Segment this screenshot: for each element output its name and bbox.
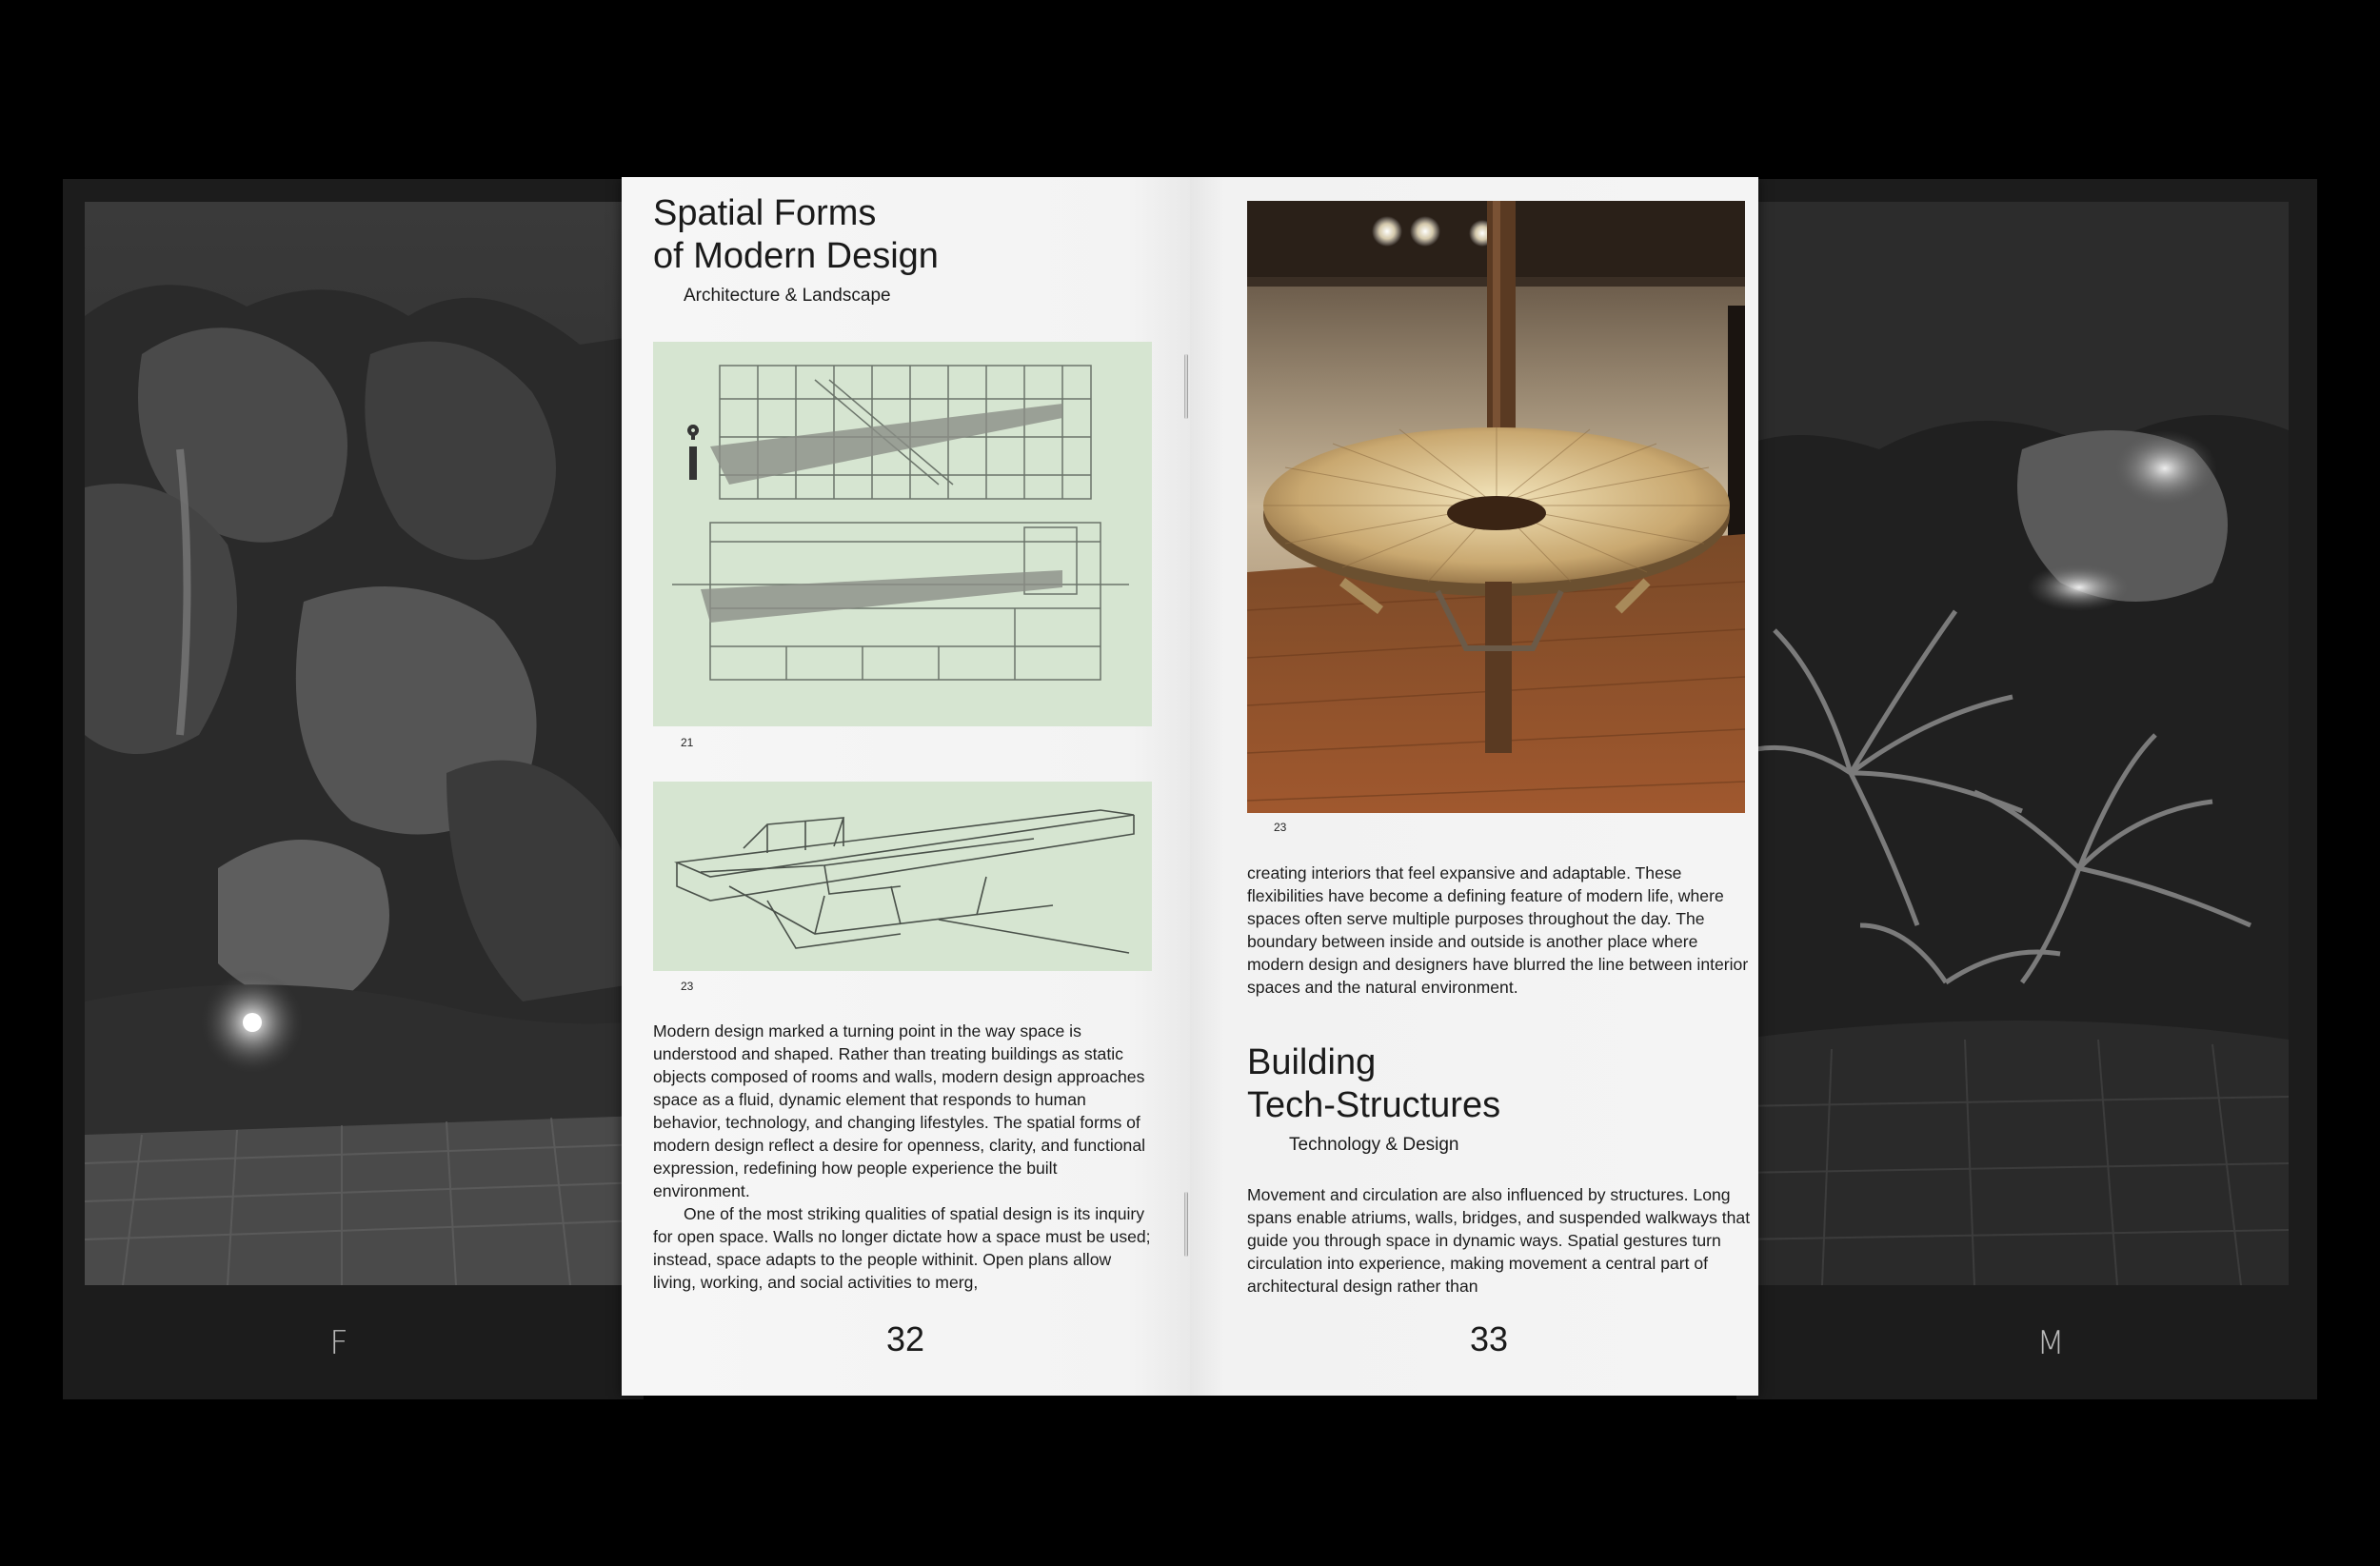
right-body-text-1 [1247, 862, 1752, 999]
figure-21-caption: 21 [681, 736, 694, 749]
right-body-text-2 [1247, 1183, 1752, 1298]
figure-23-caption-left: 23 [681, 980, 694, 993]
photo-23-caption: 23 [1274, 821, 1287, 834]
left-body-text [653, 1020, 1158, 1294]
page-33 [1190, 177, 1758, 1396]
side-letter-left: F [329, 1324, 348, 1362]
left-page-subtitle: Architecture & Landscape [684, 286, 891, 306]
staple-icon [1184, 1192, 1188, 1257]
left-paragraph-2: One of the most striking qualities of spatial design is its inquiry for open space. Walls no longer dictate how a space must be used; instead, space adapts to the people withinit. Open plans allow living, working, and social activities to merg, [653, 1204, 1151, 1292]
left-page-title [653, 192, 939, 278]
night-garden-photo-right [1736, 202, 2289, 1285]
round-bench-photo [1247, 201, 1745, 813]
structure-perspective-drawing [653, 782, 1152, 971]
staple-icon [1184, 354, 1188, 419]
left-title-line2: of Modern Design [653, 236, 939, 276]
right-title-line1: Building [1247, 1042, 1377, 1082]
right-side-panel [1736, 179, 2317, 1399]
right-paragraph-2: Movement and circulation are also influenced by structures. Long spans enable atriums, walls, bridges, and suspended walkways that guide you through space in dynamic ways. Spatial gestures turn circulation into experience, making movement a central part of architectural design rather than [1247, 1185, 1751, 1296]
left-side-panel [63, 179, 644, 1399]
right-paragraph-1: creating interiors that feel expansive and adaptable. These flexibilities have become a defining feature of modern life, where spaces often serve multiple purposes throughout the day. The boundary between inside and outside is another place where modern design and designers have blurred the line between interior spaces and the natural environment. [1247, 863, 1749, 997]
left-paragraph-1: Modern design marked a turning point in the way space is understood and shaped. Rather than treating buildings as static objects composed of rooms and walls, modern design approaches space as a fluid, dynamic element that responds to human behavior, technology, and changing lifestyles. The spatial forms of modern design reflect a desire for openness, clarity, and functional expression, redefining how people experience the built environment. [653, 1021, 1146, 1200]
architectural-section-drawing [653, 342, 1152, 726]
page-number-32: 32 [885, 1319, 925, 1358]
night-garden-photo-left [85, 202, 644, 1285]
right-page-subtitle: Technology & Design [1289, 1135, 1459, 1155]
magazine-spread [622, 177, 1758, 1396]
right-page-title [1247, 1041, 1500, 1127]
right-title-line2: Tech-Structures [1247, 1085, 1501, 1125]
side-letter-right: M [2036, 1324, 2065, 1362]
page-32 [622, 177, 1190, 1396]
page-number-33: 33 [1469, 1319, 1509, 1358]
left-title-line1: Spatial Forms [653, 193, 877, 233]
